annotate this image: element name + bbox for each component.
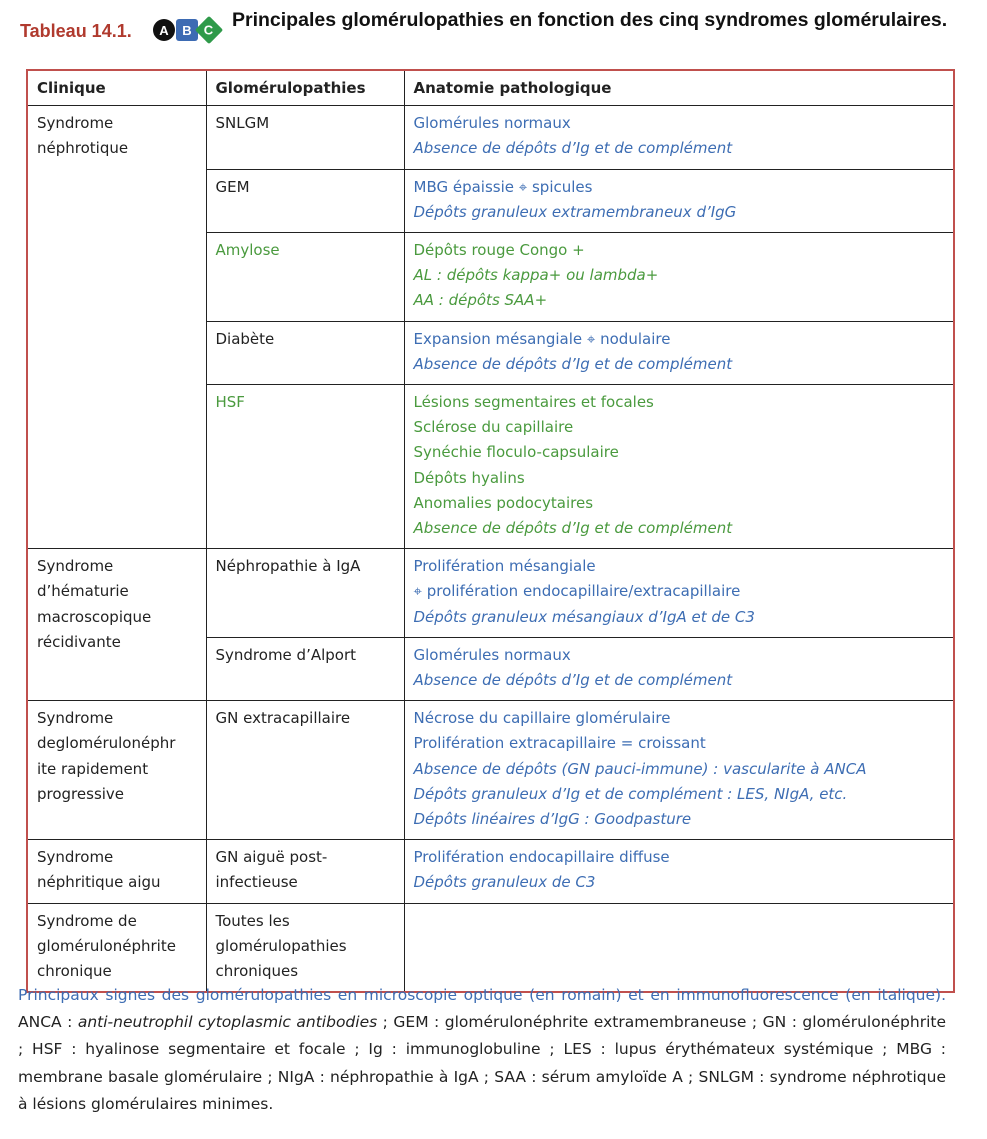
cell-anatomie (404, 321, 954, 384)
glomerulopathie-line: HSF (215, 393, 245, 412)
anatomie-line: MBG épaissie ⌖ spicules (413, 177, 593, 196)
header-glomerulopathies: Glomérulopathies (206, 70, 404, 106)
anatomie-line: Glomérules normaux (413, 645, 571, 664)
glomerulopathie-line: GN aiguë post- (215, 848, 328, 867)
clinique-line: néphrotique (37, 139, 129, 158)
cell-anatomie (404, 903, 954, 992)
clinique-line: récidivante (37, 632, 121, 651)
badge-b-letter: B (182, 22, 192, 38)
cell-glomerulopathie (206, 903, 404, 992)
anatomie-line: Prolifération extracapillaire = croissant (413, 734, 706, 753)
cell-anatomie (404, 169, 954, 232)
anatomie-line: Dépôts linéaires d’IgG : Goodpasture (413, 810, 692, 829)
anatomie-line: Prolifération endocapillaire diffuse (413, 848, 670, 867)
cell-glomerulopathie (206, 169, 404, 232)
anatomie-line: AL : dépôts kappa+ ou lambda+ (413, 266, 659, 285)
glomerulopathies-table (26, 69, 955, 993)
anatomie-line: Anomalies podocytaires (413, 493, 594, 512)
badge-a-letter: A (159, 22, 169, 38)
table-header-row (27, 70, 954, 106)
anatomie-line: Dépôts granuleux de C3 (413, 873, 596, 892)
badge-c-icon (195, 16, 223, 44)
badge-c-letter: C (204, 22, 214, 38)
table-row (27, 549, 954, 638)
anatomie-line: Absence de dépôts d’Ig et de complément (413, 139, 733, 158)
clinique-line: chronique (37, 962, 112, 981)
table-row (27, 840, 954, 903)
cell-clinique (27, 701, 206, 840)
anatomie-line: Dépôts granuleux extramembraneux d’IgG (413, 202, 737, 221)
cell-glomerulopathie (206, 840, 404, 903)
clinique-line: glomérulonéphrite (37, 936, 176, 955)
anatomie-line: Glomérules normaux (413, 114, 571, 133)
cell-anatomie (404, 840, 954, 903)
cell-clinique (27, 549, 206, 701)
anatomie-line: Sclérose du capillaire (413, 418, 574, 437)
glomerulopathie-line: Toutes les (215, 911, 290, 930)
table-row (27, 106, 954, 169)
badge-a-icon (153, 19, 175, 41)
cell-glomerulopathie (206, 549, 404, 638)
anatomie-line: Dépôts rouge Congo + (413, 241, 585, 260)
footnote-text-2: ; GEM : glomérulonéphrite extramembraneuse ; GN : glomérulonéphrite ; HSF : hyalinose segmentaire et focale ; Ig : immunoglobuline ; LES : lupus érythémateux systémique ; MBG : membrane basale glomérulaire ; NIgA : néphropathie à IgA ; SAA : sérum amyloïde A ; SNLGM : syndrome néphrotique à lésions glomérulaires minimes. (18, 1013, 946, 1113)
clinique-line: Syndrome de (37, 911, 137, 930)
clinique-line: Syndrome (37, 114, 114, 133)
footnote-lead: Principaux signes des glomérulopathies en microscopie optique (en romain) et en immunofluorescence (en italique). (18, 986, 946, 1004)
anatomie-line: Synéchie floculo-capsulaire (413, 443, 619, 462)
glomerulopathie-line: SNLGM (215, 114, 270, 133)
glomerulopathie-line: chroniques (215, 962, 299, 981)
clinique-line: néphritique aigu (37, 873, 161, 892)
clinique-line: Syndrome (37, 557, 114, 576)
table-caption (20, 8, 955, 64)
anatomie-line: Lésions segmentaires et focales (413, 393, 654, 412)
cell-glomerulopathie (206, 637, 404, 700)
table-footnote (18, 982, 946, 1118)
anatomie-line: Absence de dépôts d’Ig et de complément (413, 671, 733, 690)
cell-anatomie (404, 549, 954, 638)
table-body (27, 106, 954, 993)
anatomie-line: Absence de dépôts d’Ig et de complément (413, 519, 733, 538)
header-anatomie: Anatomie pathologique (404, 70, 954, 106)
anatomie-line: Dépôts hyalins (413, 468, 525, 487)
anatomie-line: ⌖ prolifération endocapillaire/extracapillaire (413, 582, 741, 601)
cell-glomerulopathie (206, 321, 404, 384)
glomerulopathie-line: infectieuse (215, 873, 298, 892)
glomerulopathie-line: Diabète (215, 329, 275, 348)
cell-clinique (27, 903, 206, 992)
cell-anatomie (404, 637, 954, 700)
footnote-anca-expansion: anti-neutrophil cytoplasmic antibodies (77, 1013, 378, 1032)
clinique-line: ite rapidement (37, 759, 149, 778)
cell-glomerulopathie (206, 106, 404, 169)
cell-anatomie (404, 385, 954, 549)
glomerulopathie-line: GEM (215, 177, 250, 196)
anatomie-line: Absence de dépôts (GN pauci-immune) : vascularite à ANCA (413, 759, 867, 778)
cell-clinique (27, 840, 206, 903)
cell-glomerulopathie (206, 233, 404, 322)
clinique-line: macroscopique (37, 607, 152, 626)
anatomie-line: Dépôts granuleux mésangiaux d’IgA et de C3 (413, 607, 755, 626)
anatomie-line: Dépôts granuleux d’Ig et de complément : LES, NIgA, etc. (413, 784, 848, 803)
level-badges (153, 19, 225, 43)
clinique-line: deglomérulonéphr (37, 734, 176, 753)
anatomie-line: Nécrose du capillaire glomérulaire (413, 709, 671, 728)
anatomie-line: Prolifération mésangiale (413, 557, 596, 576)
glomerulopathie-line: GN extracapillaire (215, 709, 351, 728)
table-row (27, 903, 954, 992)
table-row (27, 701, 954, 840)
glomerulopathie-line: Syndrome d’Alport (215, 645, 357, 664)
header-clinique: Clinique (27, 70, 206, 106)
anatomie-line: Expansion mésangiale ⌖ nodulaire (413, 329, 671, 348)
clinique-line: Syndrome (37, 848, 114, 867)
cell-anatomie (404, 106, 954, 169)
glomerulopathie-line: Amylose (215, 241, 280, 260)
cell-anatomie (404, 701, 954, 840)
clinique-line: Syndrome (37, 709, 114, 728)
clinique-line: d’hématurie (37, 582, 129, 601)
table-label: Tableau 14.1. (20, 21, 132, 41)
anatomie-line: Absence de dépôts d’Ig et de complément (413, 354, 733, 373)
cell-clinique (27, 106, 206, 549)
cell-anatomie (404, 233, 954, 322)
footnote-text-1: ANCA : (18, 1013, 78, 1032)
table-title: Principales glomérulopathies en fonction des cinq syndromes glomérulaires. (232, 9, 948, 31)
glomerulopathie-line: glomérulopathies (215, 936, 347, 955)
anatomie-line: AA : dépôts SAA+ (413, 291, 548, 310)
glomerulopathie-line: Néphropathie à IgA (215, 557, 361, 576)
cell-glomerulopathie (206, 385, 404, 549)
cell-glomerulopathie (206, 701, 404, 840)
clinique-line: progressive (37, 784, 125, 803)
